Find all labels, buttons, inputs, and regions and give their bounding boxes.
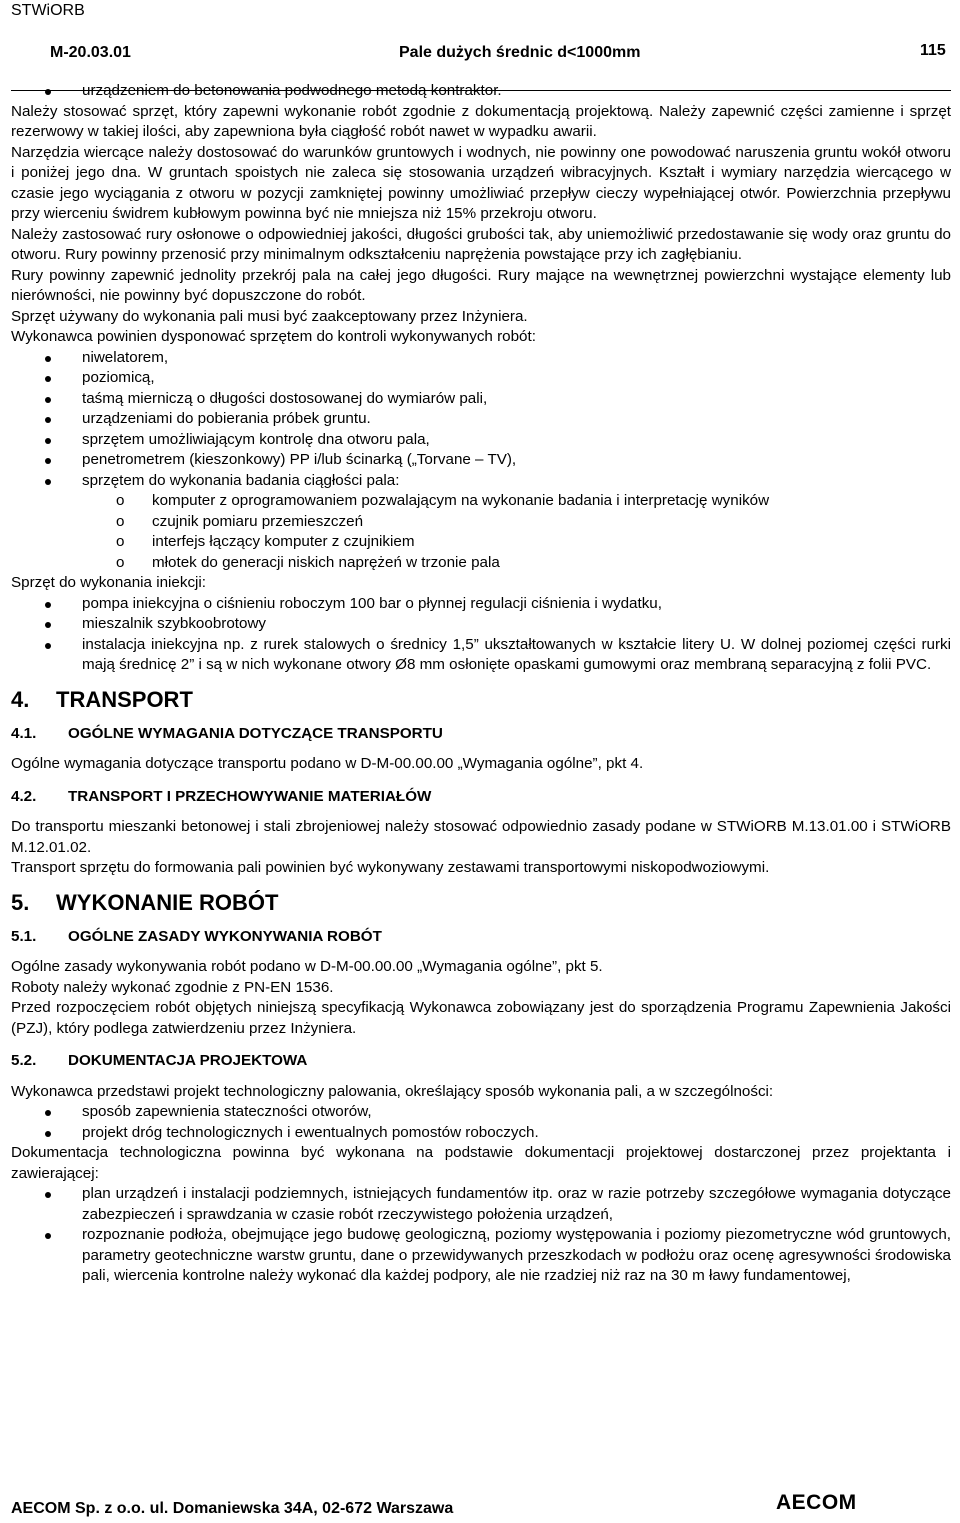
list-item: sposób zapewnienia stateczności otworów, xyxy=(11,1102,951,1123)
document-title: Pale dużych średnic d<1000mm xyxy=(399,44,641,61)
paragraph: Należy zastosować rury osłonowe o odpowiedniej jakości, długości grubości tak, aby uniemożliwić przedostawanie się wody oraz gruntu do otworu. Rury powinny przenosić przy minimalnym odkształceniu naprężenia powstające przy ich zagłębianiu. xyxy=(11,225,951,263)
bullet-icon xyxy=(45,417,51,423)
subsection-heading: 4.1. OGÓLNE WYMAGANIA DOTYCZĄCE TRANSPORTU xyxy=(11,724,443,742)
section-heading-wykonanie: 5. WYKONANIE ROBÓT xyxy=(11,889,279,915)
list-item: projekt dróg technologicznych i ewentualnych pomostów roboczych. xyxy=(11,1123,951,1144)
document-code: M-20.03.01 xyxy=(50,44,131,61)
bullet-icon xyxy=(45,376,51,382)
bullet-list-injection-equipment xyxy=(11,594,951,676)
bullet-icon xyxy=(45,438,51,444)
page-number: 115 xyxy=(920,42,946,59)
list-item: poziomicą, xyxy=(11,368,951,389)
list-item: sprzętem umożliwiającym kontrolę dna otworu pala, xyxy=(11,430,951,451)
sub-list-item: o młotek do generacji niskich naprężeń w trzonie pala xyxy=(11,553,951,574)
circle-marker-icon: o xyxy=(116,553,125,571)
header-label: STWiORB xyxy=(11,2,85,19)
list-item: rozpoznanie podłoża, obejmujące jego budowę geologiczną, poziomy występowania i poziomy piezometryczne wód gruntowych, parametry geotechniczne warstw gruntu, dane o przewidywanych przeszkodach w podłożu oraz ocenę agresywności środowiska pali, wiercenia kontrolne należy wykonać dla każdej podpory, ale nie rzadziej niż raz na 30 m ławy fundamentowej, xyxy=(11,1225,951,1287)
subsection-heading: 5.2. DOKUMENTACJA PROJEKTOWA xyxy=(11,1052,308,1069)
footer-address: AECOM Sp. z o.o. ul. Domaniewska 34A, 02-672 Warszawa xyxy=(11,1500,454,1517)
paragraph: Przed rozpoczęciem robót objętych niniejszą specyfikacją Wykonawca zobowiązany jest do sporządzenia Programu Zapewnienia Jakości (PZJ), który podlega zatwierdzeniu przez Inżyniera. xyxy=(11,999,951,1037)
list-item: sprzętem do wykonania badania ciągłości pala: xyxy=(11,471,951,492)
bullet-icon xyxy=(45,622,51,628)
list-item: instalacja iniekcyjna np. z rurek stalowych o średnicy 1,5” ukształtowanych w kształcie litery U. W dolnej poziomej części rurki mają średnicę 2” i są w nich wykonane otwory Ø8 mm osłonięte opaskami gumowymi oraz membraną separacyjną z folii PVC. xyxy=(11,635,951,676)
svg-text:AECOM: AECOM xyxy=(776,1491,857,1513)
document-body xyxy=(11,81,951,1287)
paragraph: Roboty należy wykonać zgodnie z PN-EN 1536. xyxy=(11,978,334,996)
bullet-icon xyxy=(45,479,51,485)
section-heading-transport: 4. TRANSPORT xyxy=(11,686,193,712)
bullet-icon xyxy=(45,1131,51,1137)
bullet-icon xyxy=(45,602,51,608)
bullet-list-control-equipment xyxy=(11,348,951,492)
paragraph: Wykonawca powinien dysponować sprzętem do kontroli wykonywanych robót: xyxy=(11,328,536,345)
paragraph: Sprzęt używany do wykonania pali musi być zaakceptowany przez Inżyniera. xyxy=(11,307,528,325)
list-item: urządzeniem do betonowania podwodnego metodą kontraktor. xyxy=(11,81,951,102)
list-item: urządzeniami do pobierania próbek gruntu. xyxy=(11,409,951,430)
sub-list-item: o komputer z oprogramowaniem pozwalającym na wykonanie badania i interpretację wyników xyxy=(11,491,951,512)
paragraph: Ogólne wymagania dotyczące transportu podano w D-M-00.00.00 „Wymagania ogólne”, pkt 4. xyxy=(11,755,644,772)
circle-marker-icon: o xyxy=(116,533,125,550)
subsection-heading: 5.1. OGÓLNE ZASADY WYKONYWANIA ROBÓT xyxy=(11,927,382,945)
bullet-icon xyxy=(45,397,51,403)
bullet-icon xyxy=(45,1110,51,1116)
bullet-icon xyxy=(45,1233,51,1239)
paragraph: Do transportu mieszanki betonowej i stali zbrojeniowej należy stosować odpowiednio zasady podane w STWiORB M.13.01.00 i STWiORB M.12.01.02. xyxy=(11,818,951,856)
list-item: penetrometrem (kieszonkowy) PP i/lub ścinarką („Torvane – TV), xyxy=(11,450,951,471)
bullet-icon xyxy=(45,1192,51,1198)
bullet-list-betonowanie xyxy=(11,81,951,102)
list-item: plan urządzeń i instalacji podziemnych, istniejących fundamentów itp. oraz w razie potrzeby szczegółowe wymagania dotyczące zabezpieczeń i sprawdzania w czasie robót rzeczywistego położenia urządzeń, xyxy=(11,1184,951,1225)
sub-list-item: o interfejs łączący komputer z czujnikiem xyxy=(11,532,951,553)
paragraph: Wykonawca przedstawi projekt technologiczny palowania, określający sposób wykonania pali, a w szczególności: xyxy=(11,1082,774,1100)
paragraph: Transport sprzętu do formowania pali powinien być wykonywany zestawami transportowymi niskopodwoziowymi. xyxy=(11,859,770,876)
bullet-icon xyxy=(45,89,51,95)
sub-list-continuity-testing xyxy=(11,491,951,573)
bullet-icon xyxy=(45,356,51,362)
paragraph: Należy stosować sprzęt, który zapewni wykonanie robót zgodnie z dokumentacją projektową. Należy zapewnić części zamienne i sprzęt rezerwowy w takiej ilości, aby zapewniona była ciągłość robót nawet w wypadku awarii. xyxy=(11,102,951,140)
aecom-logo-icon xyxy=(776,1491,886,1513)
bullet-icon xyxy=(45,458,51,464)
circle-marker-icon: o xyxy=(116,512,125,530)
bullet-icon xyxy=(45,643,51,649)
bullet-list-project-scope xyxy=(11,1102,951,1143)
bullet-list-documentation xyxy=(11,1184,951,1287)
paragraph: Sprzęt do wykonania iniekcji: xyxy=(11,574,207,591)
aecom-logo xyxy=(776,1491,886,1518)
paragraph: Ogólne zasady wykonywania robót podano w D-M-00.00.00 „Wymagania ogólne”, pkt 5. xyxy=(11,958,603,975)
list-item: taśmą mierniczą o długości dostosowanej do wymiarów pali, xyxy=(11,389,951,410)
circle-marker-icon: o xyxy=(116,492,125,509)
sub-list-item: o czujnik pomiaru przemieszczeń xyxy=(11,512,951,533)
list-item: niwelatorem, xyxy=(11,348,951,369)
subsection-heading: 4.2. TRANSPORT I PRZECHOWYWANIE MATERIAŁÓW xyxy=(11,787,432,805)
paragraph: Narzędzia wiercące należy dostosować do warunków gruntowych i wodnych, nie powinny one powodować naruszenia gruntu wokół otworu i poniżej jego dna. W gruntach spoistych nie zaleca się stosowania urządzeń wibracyjnych. Kształt i wymiary narzędzia wiercącego w czasie jego wyciągania z otworu w pozycji zamkniętej powinny umożliwiać przepływ cieczy wypełniającej otwór. Powierzchnia przepływu przy wierceniu świdrem kubłowym powinna być nie mniejsza niż 15% przekroju otworu. xyxy=(11,143,951,222)
list-item: pompa iniekcyjna o ciśnieniu roboczym 100 bar o płynnej regulacji ciśnienia i wydatku, xyxy=(11,594,951,615)
list-item: mieszalnik szybkoobrotowy xyxy=(11,614,951,635)
paragraph: Dokumentacja technologiczna powinna być wykonana na podstawie dokumentacji projektowej dostarczonej przez projektanta i zawierającej: xyxy=(11,1144,951,1182)
paragraph: Rury powinny zapewnić jednolity przekrój pala na całej jego długości. Rury mające na wewnętrznej powierzchni wystające elementy lub nierówności, nie powinny być dopuszczone do robót. xyxy=(11,266,951,304)
